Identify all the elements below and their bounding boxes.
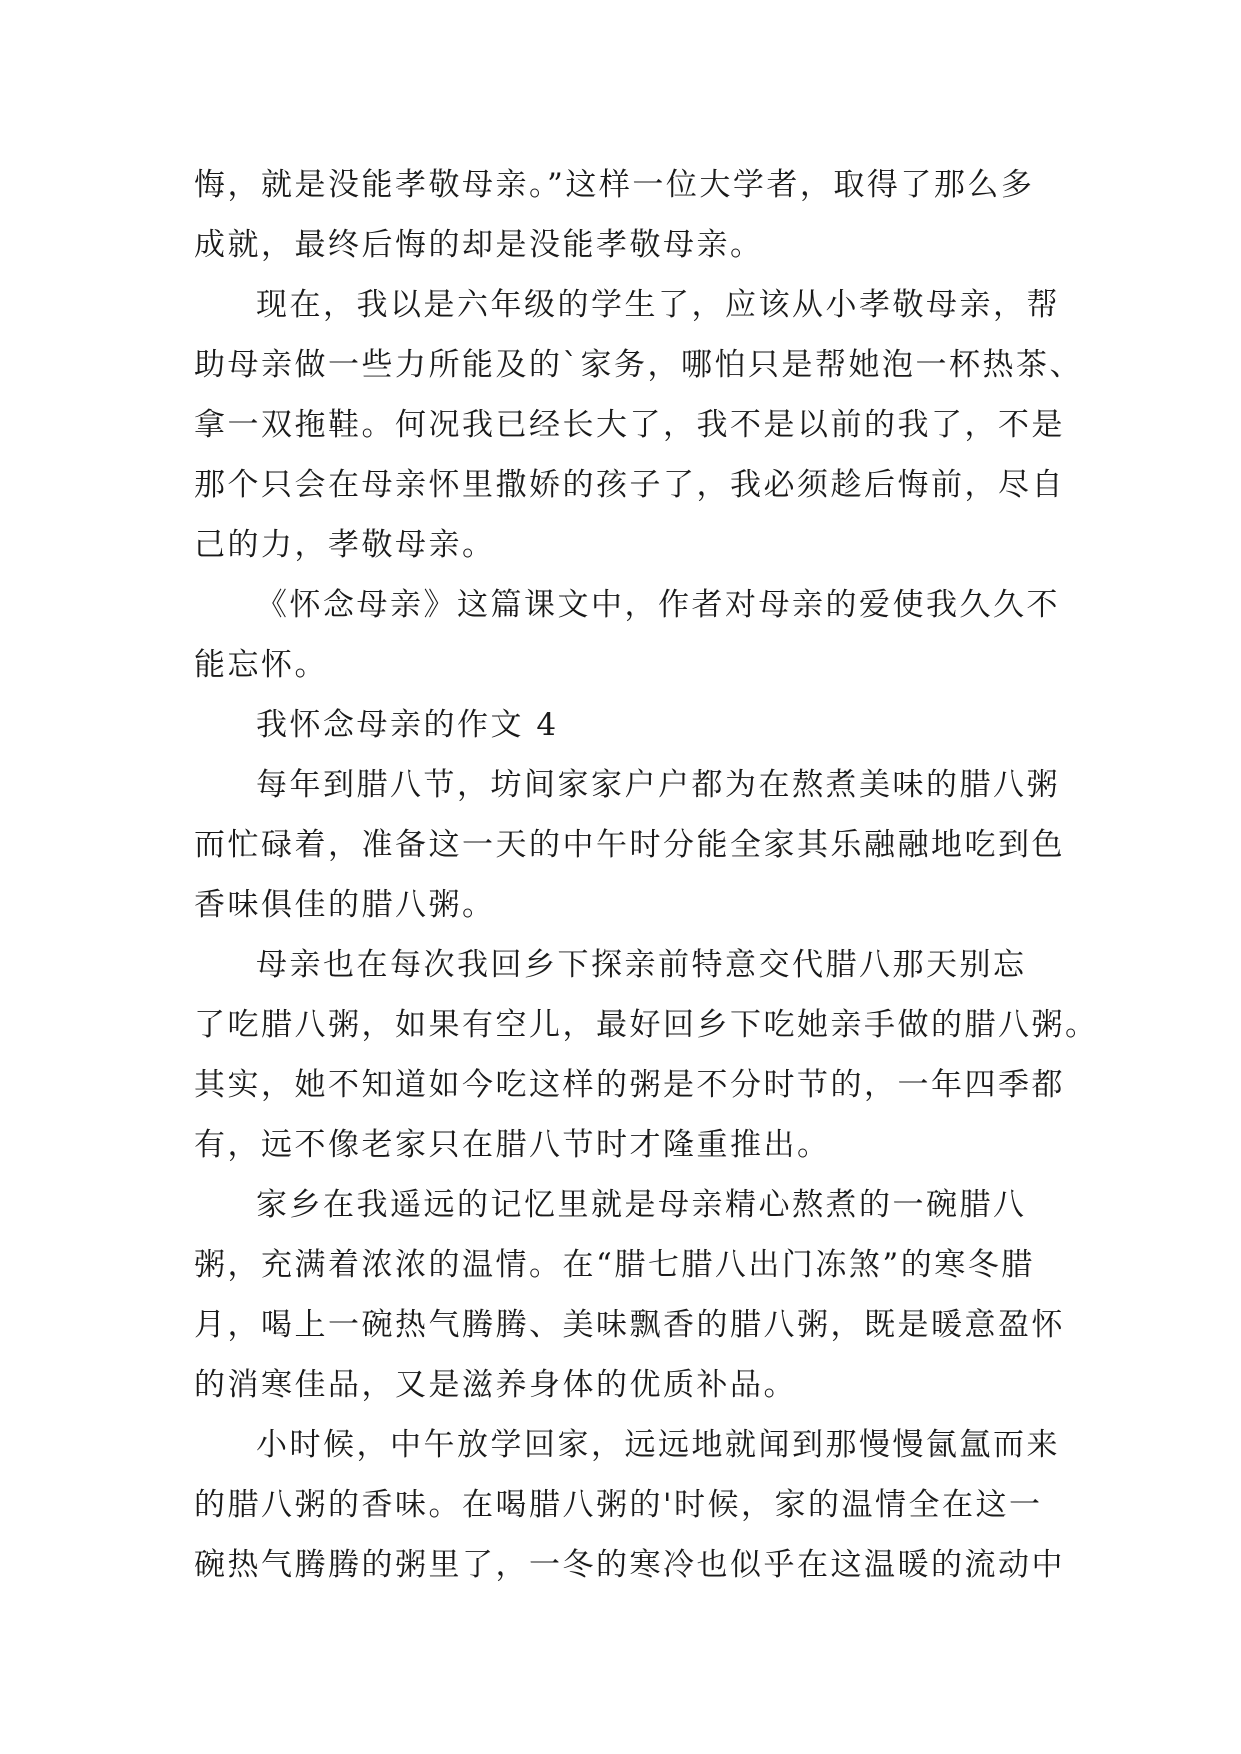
text-line: 助母亲做一些力所能及的`家务，哪怕只是帮她泡一杯热茶、 <box>194 347 1083 383</box>
text-line: 的腊八粥的香味。在喝腊八粥的'时候，家的温情全在这一 <box>194 1487 1043 1523</box>
text-line: 成就，最终后悔的却是没能孝敬母亲。 <box>194 227 764 263</box>
text-line: 家乡在我遥远的记忆里就是母亲精心熬煮的一碗腊八 <box>256 1187 1027 1223</box>
text-line: 了吃腊八粥，如果有空儿，最好回乡下吃她亲手做的腊八粥。 <box>194 1007 1099 1043</box>
text-line: 月，喝上一碗热气腾腾、美味飘香的腊八粥，既是暖意盈怀 <box>194 1307 1065 1343</box>
text-line: 现在，我以是六年级的学生了，应该从小孝敬母亲，帮 <box>256 287 1060 323</box>
text-line: 己的力，孝敬母亲。 <box>194 527 496 563</box>
text-line: 碗热气腾腾的粥里了，一冬的寒冷也似乎在这温暖的流动中 <box>194 1547 1065 1583</box>
text-line: 那个只会在母亲怀里撒娇的孩子了，我必须趁后悔前，尽自 <box>194 467 1065 503</box>
text-line: 拿一双拖鞋。何况我已经长大了，我不是以前的我了，不是 <box>194 407 1065 443</box>
section-heading: 我怀念母亲的作文 4 <box>256 707 559 743</box>
text-line: 有，远不像老家只在腊八节时才隆重推出。 <box>194 1127 831 1163</box>
text-line: 其实，她不知道如今吃这样的粥是不分时节的，一年四季都 <box>194 1067 1065 1103</box>
text-line: 母亲也在每次我回乡下探亲前特意交代腊八那天别忘 <box>256 947 1027 983</box>
text-line: 能忘怀。 <box>194 647 328 683</box>
text-line: 悔，就是没能孝敬母亲。”这样一位大学者，取得了那么多 <box>194 167 1035 203</box>
text-line: 粥，充满着浓浓的温情。在“腊七腊八出门冻煞”的寒冬腊 <box>194 1247 1035 1283</box>
text-line: 小时候，中午放学回家，远远地就闻到那慢慢氤氲而来 <box>256 1427 1060 1463</box>
text-line: 《怀念母亲》这篇课文中，作者对母亲的爱使我久久不 <box>256 587 1060 623</box>
text-line: 的消寒佳品，又是滋养身体的优质补品。 <box>194 1367 797 1403</box>
text-line: 香味俱佳的腊八粥。 <box>194 887 496 923</box>
text-line: 而忙碌着，准备这一天的中午时分能全家其乐融融地吃到色 <box>194 827 1065 863</box>
text-line: 每年到腊八节，坊间家家户户都为在熬煮美味的腊八粥 <box>256 767 1060 803</box>
